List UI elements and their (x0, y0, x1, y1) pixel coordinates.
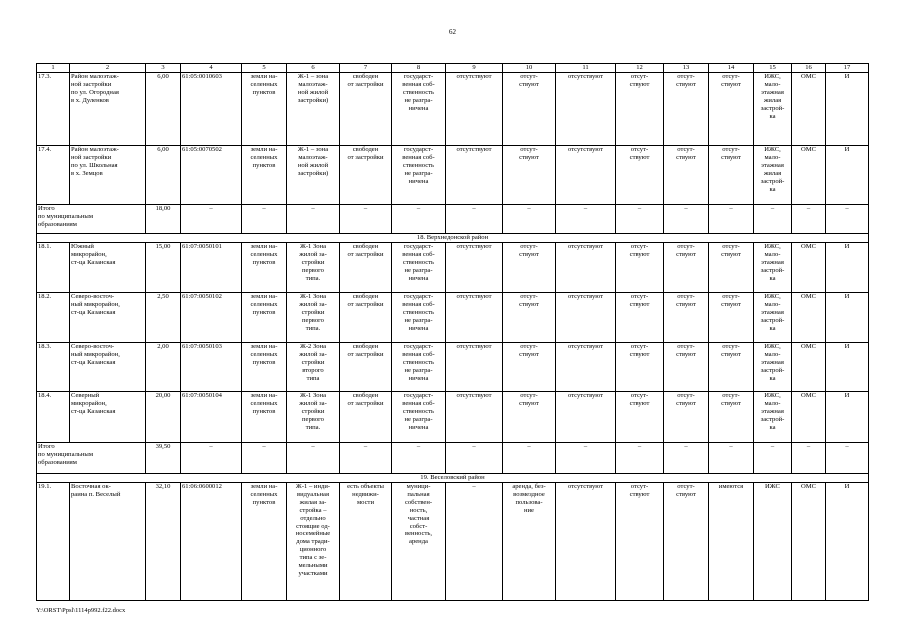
table-cell: Северо-восточ- ный микрорайон, ст-ца Казанская (70, 343, 146, 392)
column-number-cell: 12 (616, 64, 664, 73)
total-dash-cell: – (556, 205, 616, 234)
table-cell: Восточная ок- раина п. Веселый (70, 483, 146, 601)
table-cell: отсутствуют (446, 343, 503, 392)
table-cell: ОМС (792, 483, 826, 601)
table-cell: И (826, 73, 869, 146)
page-number: 62 (449, 28, 456, 36)
total-row (37, 443, 869, 474)
table-cell: отсут- ствуют (503, 73, 556, 146)
table-cell: свободен от застройки (340, 146, 392, 205)
column-number-cell: 15 (754, 64, 792, 73)
table-cell: свободен от застройки (340, 392, 392, 443)
table-cell: отсутствуют (446, 243, 503, 293)
total-dash-cell: – (446, 443, 503, 474)
table-cell: ОМС (792, 392, 826, 443)
table-cell: 61:05:0010603 (181, 73, 242, 146)
table-cell: земли на- селенных пунктов (242, 392, 287, 443)
table-cell: Ж-1 Зона жилой за- стройки первого типа. (287, 243, 340, 293)
column-number-cell: 3 (146, 64, 181, 73)
total-dash-cell: – (664, 443, 709, 474)
table-cell: отсут- ствуют (616, 483, 664, 601)
table-cell: 2,00 (146, 343, 181, 392)
table-cell: государст- венная соб- ственность не разгра- ничена (392, 146, 446, 205)
column-number-row (37, 64, 869, 73)
table-row (37, 73, 869, 146)
table-cell: Ж-1 Зона жилой за- стройки первого типа. (287, 392, 340, 443)
table-cell: 6,00 (146, 146, 181, 205)
total-dash-cell: – (287, 205, 340, 234)
table-cell: 61:07:0050104 (181, 392, 242, 443)
table-cell: отсут- ствуют (616, 392, 664, 443)
table-cell: отсут- ствуют (709, 392, 754, 443)
table-cell: отсутствуют (446, 73, 503, 146)
table-cell: ИЖС (754, 483, 792, 601)
total-dash-cell: – (446, 205, 503, 234)
table-cell: отсут- ствуют (616, 243, 664, 293)
table-cell: ОМС (792, 343, 826, 392)
table-cell: отсутствуют (556, 73, 616, 146)
column-number-cell: 11 (556, 64, 616, 73)
table-cell: отсут- ствуют (503, 343, 556, 392)
table-cell: 18.2. (37, 293, 70, 343)
table-cell: земли на- селенных пунктов (242, 73, 287, 146)
table-cell: есть объекты недвижи- мости (340, 483, 392, 601)
table-cell: ОМС (792, 293, 826, 343)
table-cell: ОМС (792, 146, 826, 205)
table-cell: отсутствуют (556, 343, 616, 392)
table-cell: свободен от застройки (340, 343, 392, 392)
section-row (37, 474, 869, 483)
table-cell: отсут- ствуют (709, 146, 754, 205)
total-dash-cell: – (826, 205, 869, 234)
table-cell: отсутствуют (556, 483, 616, 601)
table-cell: аренда, без- возмездное пользова- ние (503, 483, 556, 601)
total-dash-cell: – (392, 205, 446, 234)
table-cell: государст- венная соб- ственность не разгра- ничена (392, 243, 446, 293)
table-cell: 2,50 (146, 293, 181, 343)
table-cell: отсутствуют (556, 146, 616, 205)
table-cell: И (826, 243, 869, 293)
table-cell: отсут- ствуют (503, 146, 556, 205)
table-cell: И (826, 392, 869, 443)
table-cell: свободен от застройки (340, 293, 392, 343)
table-cell: 61:07:0050103 (181, 343, 242, 392)
total-dash-cell: – (503, 443, 556, 474)
table-cell: Район малоэтаж- ной застройки по ул. Школьная в х. Земцов (70, 146, 146, 205)
table-cell: отсут- ствуют (664, 146, 709, 205)
table-row (37, 392, 869, 443)
table-cell: земли на- селенных пунктов (242, 146, 287, 205)
column-number-cell: 2 (70, 64, 146, 73)
table-cell: Ж-1 Зона жилой за- стройки первого типа. (287, 293, 340, 343)
table-cell: И (826, 483, 869, 601)
table-cell: ИЖС, мало- этажная застрой- ка (754, 392, 792, 443)
table-cell: Ж-1 – зона малоэтаж- ной жилой застройки) (287, 146, 340, 205)
table-cell: свободен от застройки (340, 73, 392, 146)
table-cell: земли на- селенных пунктов (242, 483, 287, 601)
table-cell: ИЖС, мало- этажная жилая застрой- ка (754, 73, 792, 146)
table-cell: отсутствуют (446, 392, 503, 443)
table-cell: отсут- ствуют (709, 73, 754, 146)
total-label: Итого по муниципальным образованиям (37, 443, 146, 474)
total-dash-cell: – (181, 205, 242, 234)
table-cell: Северный микрорайон, ст-ца Казанская (70, 392, 146, 443)
table-cell: 19.1. (37, 483, 70, 601)
section-title: 19. Веселовский район (37, 474, 869, 483)
table-cell: 18.4. (37, 392, 70, 443)
total-dash-cell: – (340, 205, 392, 234)
column-number-cell: 17 (826, 64, 869, 73)
column-number-cell: 1 (37, 64, 70, 73)
table-cell: ИЖС, мало- этажная застрой- ка (754, 343, 792, 392)
table-cell: отсут- ствуют (616, 146, 664, 205)
table-cell: ИЖС, мало- этажная застрой- ка (754, 293, 792, 343)
total-area: 18,00 (146, 205, 181, 234)
table-cell: 61:07:0050101 (181, 243, 242, 293)
table-cell: 61:06:0600012 (181, 483, 242, 601)
table-cell: 15,00 (146, 243, 181, 293)
total-dash-cell: – (616, 443, 664, 474)
table-cell: отсут- ствуют (616, 343, 664, 392)
table-cell: Район малоэтаж- ной застройки по ул. Огородная в х. Дуленков (70, 73, 146, 146)
table-cell: земли на- селенных пунктов (242, 293, 287, 343)
table-cell: отсутствуют (556, 243, 616, 293)
table-cell: Ж-1 – инди- видуальная жилая за- стройка – отдельно стоящие од- носемейные дома тради- ционного типа с зе- мельными участками (287, 483, 340, 601)
table-cell: 20,00 (146, 392, 181, 443)
table-row (37, 293, 869, 343)
total-dash-cell: – (616, 205, 664, 234)
column-number-cell: 9 (446, 64, 503, 73)
table-row (37, 483, 869, 601)
land-plots-table (36, 63, 869, 601)
total-row (37, 205, 869, 234)
total-dash-cell: – (709, 443, 754, 474)
column-number-cell: 4 (181, 64, 242, 73)
table-cell: земли на- селенных пунктов (242, 243, 287, 293)
total-dash-cell: – (792, 443, 826, 474)
total-dash-cell: – (826, 443, 869, 474)
table-cell: отсутствуют (556, 392, 616, 443)
total-dash-cell: – (287, 443, 340, 474)
table-cell: государст- венная соб- ственность не разгра- ничена (392, 73, 446, 146)
total-dash-cell: – (792, 205, 826, 234)
table-cell: муници- пальная собствен- ность, частная собст- венность, аренда (392, 483, 446, 601)
column-number-cell: 14 (709, 64, 754, 73)
table-cell: – (446, 483, 503, 601)
table-cell: отсут- ствуют (664, 392, 709, 443)
table-cell: отсут- ствуют (664, 73, 709, 146)
table-cell: отсутствуют (556, 293, 616, 343)
file-path-footer: Y:\ORST\Ppsl\1114p992.f22.docx (36, 607, 126, 614)
column-number-cell: 7 (340, 64, 392, 73)
column-number-cell: 8 (392, 64, 446, 73)
table-cell: 61:07:0050102 (181, 293, 242, 343)
table-cell: отсут- ствуют (664, 343, 709, 392)
table-cell: 17.3. (37, 73, 70, 146)
table-cell: 6,00 (146, 73, 181, 146)
total-dash-cell: – (242, 205, 287, 234)
table-cell: 32,10 (146, 483, 181, 601)
table-cell: ИЖС, мало- этажная жилая застрой- ка (754, 146, 792, 205)
table-cell: Южный микрорайон, ст-ца Казанская (70, 243, 146, 293)
total-dash-cell: – (340, 443, 392, 474)
table-cell: И (826, 293, 869, 343)
table-cell: отсут- ствуют (709, 293, 754, 343)
column-number-cell: 16 (792, 64, 826, 73)
total-label: Итого по муниципальным образованиям (37, 205, 146, 234)
total-dash-cell: – (556, 443, 616, 474)
table-cell: отсут- ствуют (709, 243, 754, 293)
total-dash-cell: – (754, 205, 792, 234)
section-row (37, 234, 869, 243)
total-dash-cell: – (181, 443, 242, 474)
table-cell: И (826, 343, 869, 392)
total-dash-cell: – (754, 443, 792, 474)
column-number-cell: 6 (287, 64, 340, 73)
table-cell: Ж-1 – зона малоэтаж- ной жилой застройки) (287, 73, 340, 146)
column-number-cell: 13 (664, 64, 709, 73)
table-cell: И (826, 146, 869, 205)
table-cell: земли на- селенных пунктов (242, 343, 287, 392)
total-dash-cell: – (503, 205, 556, 234)
table-cell: отсутствуют (446, 146, 503, 205)
total-dash-cell: – (392, 443, 446, 474)
table-cell: имеются (709, 483, 754, 601)
column-number-cell: 5 (242, 64, 287, 73)
table-cell: отсут- ствуют (503, 392, 556, 443)
table-cell: ОМС (792, 73, 826, 146)
table-cell: 61:05:0070502 (181, 146, 242, 205)
table-cell: отсут- ствуют (709, 343, 754, 392)
table-cell: государст- венная соб- ственность не разгра- ничена (392, 343, 446, 392)
table-cell: государст- венная соб- ственность не разгра- ничена (392, 392, 446, 443)
table-row (37, 146, 869, 205)
total-area: 39,50 (146, 443, 181, 474)
table-cell: отсут- ствуют (503, 243, 556, 293)
table-cell: Северо-восточ- ный микрорайон, ст-ца Казанская (70, 293, 146, 343)
table-cell: ИЖС, мало- этажная застрой- ка (754, 243, 792, 293)
table-cell: 17.4. (37, 146, 70, 205)
table-row (37, 243, 869, 293)
table-cell: государст- венная соб- ственность не разгра- ничена (392, 293, 446, 343)
total-dash-cell: – (709, 205, 754, 234)
table-cell: отсут- ствуют (664, 293, 709, 343)
total-dash-cell: – (664, 205, 709, 234)
section-title: 18. Верхнедонской район (37, 234, 869, 243)
table-cell: 18.3. (37, 343, 70, 392)
table-cell: Ж-2 Зона жилой за- стройки второго типа (287, 343, 340, 392)
table-cell: отсут- ствуют (616, 293, 664, 343)
column-number-cell: 10 (503, 64, 556, 73)
table-cell: свободен от застройки (340, 243, 392, 293)
table-cell: отсутствуют (446, 293, 503, 343)
table-row (37, 343, 869, 392)
total-dash-cell: – (242, 443, 287, 474)
table-cell: 18.1. (37, 243, 70, 293)
table-cell: отсут- ствуют (664, 243, 709, 293)
table-cell: ОМС (792, 243, 826, 293)
table-cell: отсут- ствуют (616, 73, 664, 146)
table-cell: отсут- ствуют (664, 483, 709, 601)
table-cell: отсут- ствуют (503, 293, 556, 343)
